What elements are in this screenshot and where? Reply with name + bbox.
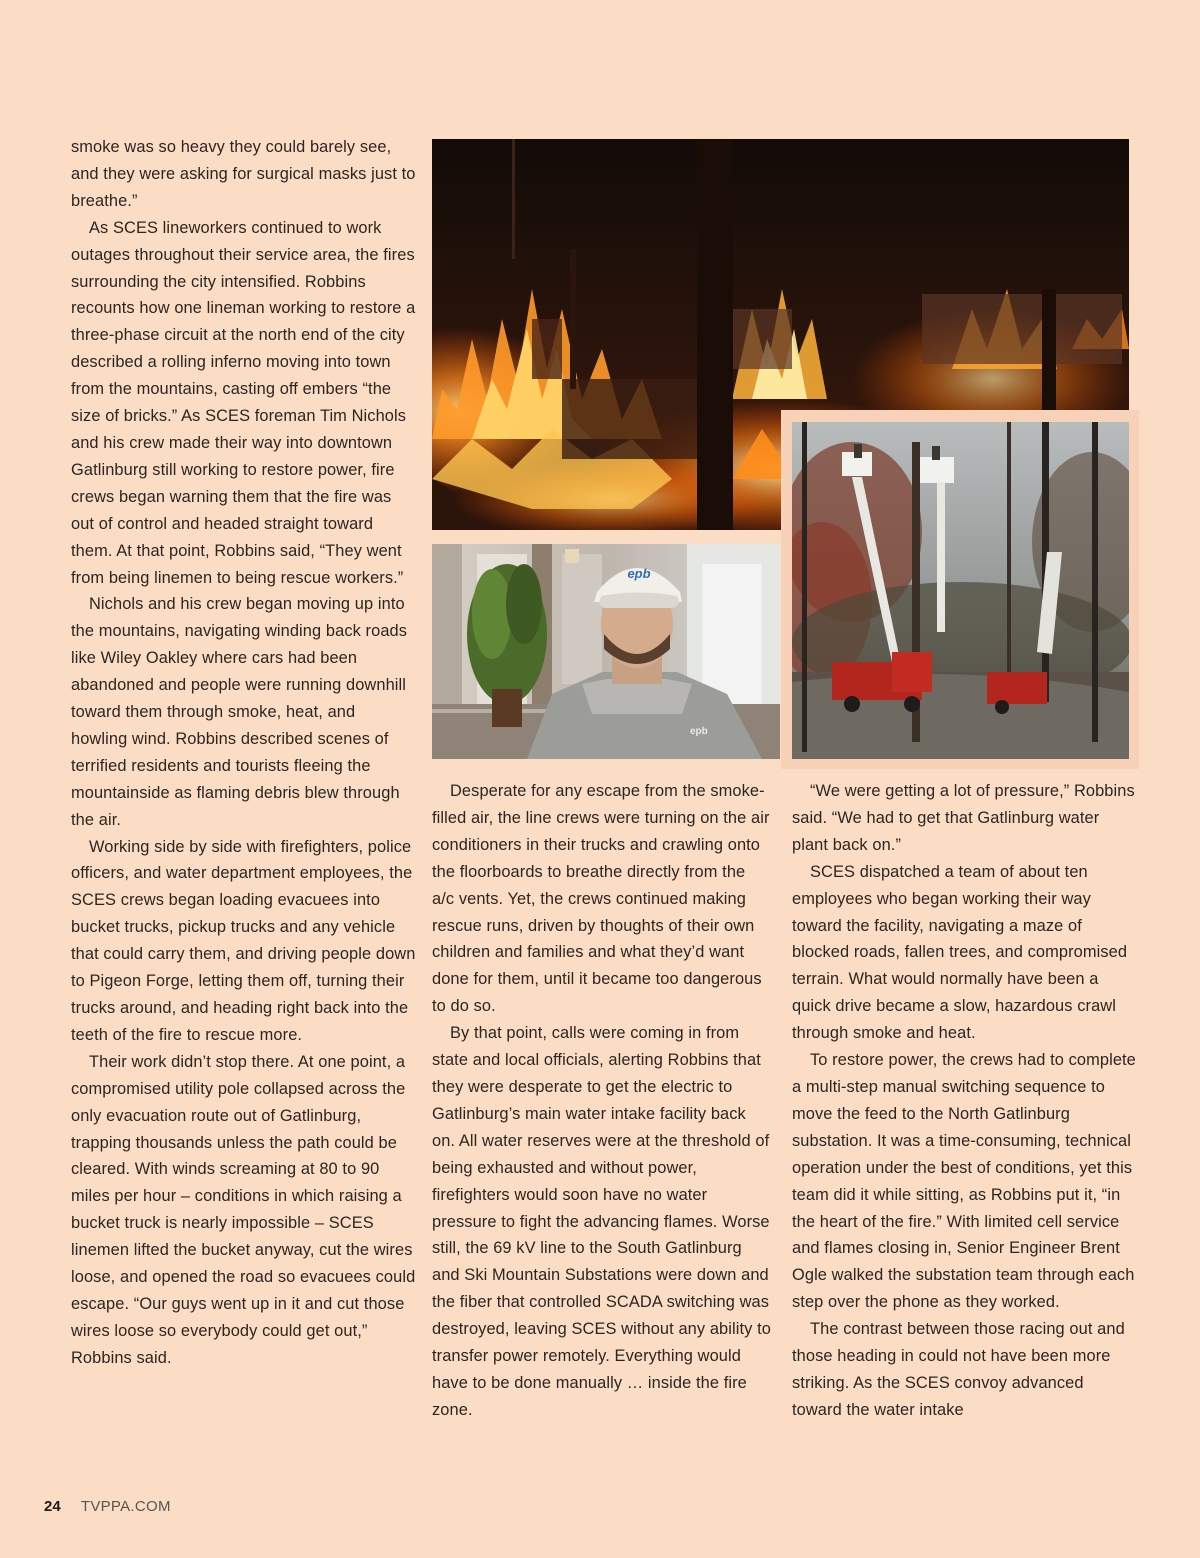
paragraph: As SCES lineworkers continued to work outages throughout their service area, the fires surrounding the city intensified. Robbins recounts how one lineman working to restore a three-phase circuit at the north end of the city described a rolling inferno moving into town from the mountains, casting off embers “the size of bricks.” As SCES foreman Tim Nichols and his crew made their way into downtown Gatlinburg still working to restore power, fire crews began warning them that the fire was out of control and headed straight toward them. At that point, Robbins said, “They went from being linemen to being rescue workers.” bbox=[71, 218, 416, 587]
page-footer bbox=[44, 1498, 171, 1515]
site-url: TVPPA.COM bbox=[80, 1498, 171, 1515]
article-column-3 bbox=[792, 778, 1137, 1424]
paragraph: “We were getting a lot of pressure,” Robbins said. “We had to get that Gatlinburg water plant back on.” bbox=[792, 782, 1135, 854]
cap-logo: epb bbox=[627, 566, 651, 581]
article-column-2 bbox=[432, 778, 772, 1424]
shirt-logo: epb bbox=[690, 726, 708, 737]
paragraph: By that point, calls were coming in from state and local officials, alerting Robbins that they were desperate to get the electric to Gatlinburg’s main water intake facility back on. All water reserves were at the threshold of being exhausted and without power, firefighters would soon have no water pressure to fight the advancing flames. Worse still, the 69 kV line to the South Gatlinburg and Ski Mountain Substations were down and the fiber that controlled SCADA switching was destroyed, leaving SCES without any ability to transfer power remotely. Everything would have to be done manually … inside the fire zone. bbox=[432, 1024, 771, 1419]
lineman-interview-photo bbox=[432, 544, 780, 759]
bucket-trucks-photo bbox=[792, 422, 1129, 759]
paragraph: smoke was so heavy they could barely see, and they were asking for surgical masks just to breathe.” bbox=[71, 138, 416, 210]
paragraph: To restore power, the crews had to complete a multi-step manual switching sequence to move the feed to the North Gatlinburg substation. It was a time-consuming, technical operation under the best of conditions, yet this team did it while sitting, as Robbins put it, “in the heart of the fire.” With limited cell service and flames closing in, Senior Engineer Brent Ogle walked the substation team through each step over the phone as they worked. bbox=[792, 1051, 1136, 1312]
paragraph: SCES dispatched a team of about ten employees who began working their way toward the facility, navigating a maze of blocked roads, fallen trees, and compromised terrain. What would normally have been a quick drive became a slow, hazardous crawl through smoke and heat. bbox=[792, 862, 1128, 1043]
paragraph: Working side by side with firefighters, police officers, and water department employees, the SCES crews began loading evacuees into bucket trucks, pickup trucks and any vehicle that could carry them, and driving people down to Pigeon Forge, letting them off, turning their trucks around, and heading right back into the teeth of the fire to rescue more. bbox=[71, 837, 416, 1044]
paragraph: The contrast between those racing out and those heading in could not have been more striking. As the SCES convoy advanced toward the water intake bbox=[792, 1320, 1125, 1419]
article-column-1 bbox=[71, 134, 416, 1372]
paragraph: Desperate for any escape from the smoke-filled air, the line crews were turning on the air conditioners in their trucks and crawling onto the floorboards to breathe directly from the a/c vents. Yet, the crews continued making rescue runs, driven by thoughts of their own children and families and what they’d want done for them, until it became too dangerous to do so. bbox=[432, 782, 770, 1016]
paragraph: Nichols and his crew began moving up into the mountains, navigating winding back roads like Wiley Oakley where cars had been abandoned and people were running downhill toward them through smoke, heat, and howling wind. Robbins described scenes of terrified residents and tourists fleeing the mountainside as flaming debris blew through the air. bbox=[71, 595, 408, 829]
page-number: 24 bbox=[44, 1498, 61, 1515]
paragraph: Their work didn’t stop there. At one point, a compromised utility pole collapsed across the only evacuation route out of Gatlinburg, trapping thousands unless the path could be cleared. With winds screaming at 80 to 90 miles per hour – conditions in which raising a bucket truck is nearly impossible – SCES linemen lifted the bucket anyway, cut the wires loose, and opened the road so evacuees could escape. “Our guys went up in it and cut those wires loose so everybody could get out,” Robbins said. bbox=[71, 1052, 416, 1367]
